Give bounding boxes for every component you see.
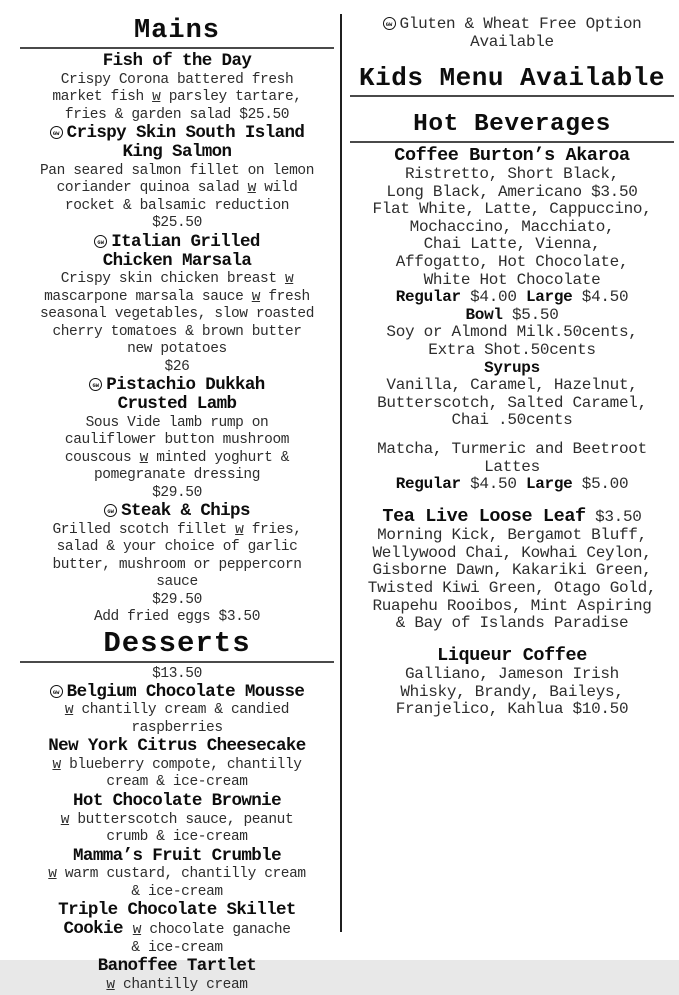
bold-text: Triple Chocolate Skillet bbox=[58, 900, 296, 921]
bold-text: Regular bbox=[395, 475, 461, 494]
text: Vanilla, Caramel, Hazelnut, bbox=[386, 376, 638, 395]
menu-row bbox=[20, 71, 334, 89]
text: new potatoes bbox=[127, 341, 227, 358]
with-abbreviation: w bbox=[52, 756, 61, 773]
menu-row bbox=[350, 580, 674, 598]
menu-row bbox=[20, 214, 334, 232]
text: w chantilly cream bbox=[106, 977, 248, 994]
menu-item bbox=[20, 792, 334, 846]
mains-section bbox=[20, 16, 334, 626]
menu-row bbox=[20, 792, 334, 811]
menu-row bbox=[350, 166, 674, 184]
menu-item bbox=[20, 901, 334, 956]
menu-row bbox=[20, 288, 334, 306]
text: cauliflower button mushroom bbox=[64, 432, 290, 449]
text: Butterscotch, Salted Caramel, bbox=[377, 393, 647, 412]
text: $4.00 bbox=[470, 288, 517, 307]
gluten-wheat-free-icon: GW bbox=[50, 685, 63, 698]
hot-beverages-section bbox=[350, 110, 674, 718]
menu-row bbox=[20, 431, 334, 449]
menu-row bbox=[350, 377, 674, 395]
text: Crispy skin chicken breast w bbox=[60, 271, 294, 288]
menu-row bbox=[20, 449, 334, 467]
menu-row bbox=[350, 146, 674, 166]
menu-item bbox=[20, 376, 334, 501]
text: mascarpone marsala sauce w fresh bbox=[44, 288, 310, 305]
text: Mochaccino, Macchiato, bbox=[409, 217, 615, 236]
menu-row bbox=[20, 538, 334, 556]
mains-heading: Mains bbox=[133, 16, 220, 46]
text: w chantilly cream & candied bbox=[64, 702, 290, 719]
text: salad & your choice of garlic bbox=[56, 539, 298, 556]
menu-row bbox=[350, 615, 674, 633]
menu-item bbox=[20, 737, 334, 791]
text: Franjelico, Kahlua $10.50 bbox=[395, 700, 629, 719]
menu-row bbox=[20, 591, 334, 609]
menu-row bbox=[20, 502, 334, 521]
menu-row bbox=[350, 184, 674, 202]
text: Gluten & Wheat Free Option bbox=[399, 15, 642, 33]
menu-row bbox=[20, 52, 334, 71]
menu-item bbox=[20, 683, 334, 737]
menu-row bbox=[20, 270, 334, 288]
bold-text: Large bbox=[525, 288, 573, 307]
text: Lattes bbox=[484, 457, 540, 476]
hot-beverages-rows bbox=[350, 146, 674, 719]
menu-row bbox=[20, 683, 334, 702]
bold-text: Crispy Skin South Island bbox=[66, 123, 305, 144]
right-column bbox=[350, 16, 674, 719]
bold-text: Hot Chocolate Brownie bbox=[73, 790, 281, 811]
menu-row bbox=[20, 719, 334, 737]
with-abbreviation: w bbox=[106, 977, 115, 994]
heading-rule bbox=[350, 95, 674, 97]
spacer bbox=[350, 494, 674, 505]
bold-text: Fish of the Day bbox=[102, 51, 252, 72]
menu-row bbox=[20, 305, 334, 323]
heading-rule bbox=[20, 661, 334, 663]
gluten-wheat-free-icon: GW bbox=[50, 126, 63, 139]
menu-row bbox=[350, 272, 674, 290]
menu-item bbox=[20, 847, 334, 901]
menu-row bbox=[350, 646, 674, 666]
bold-text: Liqueur Coffee bbox=[437, 644, 587, 666]
text: Morning Kick, Bergamot Bluff, bbox=[377, 526, 647, 545]
menu-row bbox=[20, 957, 334, 976]
text: Ristretto, Short Black, bbox=[405, 165, 619, 184]
menu-row bbox=[350, 476, 674, 494]
kids-menu-heading: Kids Menu Available bbox=[359, 63, 665, 94]
text: coriander quinoa salad w wild bbox=[56, 180, 298, 197]
menu-row bbox=[350, 412, 674, 430]
desserts-items bbox=[20, 683, 334, 994]
menu-row bbox=[350, 666, 674, 684]
menu-row bbox=[20, 376, 334, 395]
bold-text: Cookie bbox=[63, 919, 133, 940]
text: rocket & balsamic reduction bbox=[64, 197, 290, 214]
text: $26 bbox=[164, 358, 190, 375]
menu-row bbox=[350, 701, 674, 719]
menu-row bbox=[350, 527, 674, 545]
menu-row bbox=[20, 358, 334, 376]
menu-row bbox=[20, 737, 334, 756]
menu-row bbox=[20, 466, 334, 484]
with-abbreviation: w bbox=[235, 521, 244, 538]
text: Available bbox=[470, 32, 554, 51]
gluten-wheat-free-icon: GW bbox=[383, 17, 396, 30]
bold-text: Coffee Burton’s Akaroa bbox=[394, 144, 630, 166]
left-column bbox=[20, 16, 334, 995]
text: Grilled scotch fillet w fries, bbox=[52, 521, 302, 538]
menu-row bbox=[20, 233, 334, 252]
text: Galliano, Jameson Irish bbox=[405, 665, 619, 684]
menu-row bbox=[20, 143, 334, 162]
menu-row bbox=[20, 162, 334, 180]
text: w butterscotch sauce, peanut bbox=[60, 811, 294, 828]
menu-row bbox=[350, 360, 674, 378]
desserts-heading: Desserts bbox=[103, 626, 251, 660]
menu-row bbox=[350, 598, 674, 616]
menu-row bbox=[20, 847, 334, 866]
bold-text: Italian Grilled bbox=[111, 231, 260, 252]
text: Chai Latte, Vienna, bbox=[423, 235, 601, 254]
bold-text: Banoffee Tartlet bbox=[97, 956, 257, 977]
text: fries & garden salad $25.50 bbox=[64, 106, 290, 123]
text: $29.50 bbox=[152, 484, 202, 501]
text: $3.50 bbox=[595, 507, 642, 526]
menu-row bbox=[350, 507, 674, 527]
menu-row bbox=[20, 197, 334, 215]
text: $29.50 bbox=[152, 591, 202, 608]
menu-row bbox=[20, 920, 334, 939]
desserts-price-note: $13.50 bbox=[152, 665, 202, 682]
menu-row bbox=[350, 219, 674, 237]
menu-row bbox=[350, 441, 674, 459]
menu-row bbox=[350, 289, 674, 307]
menu-row bbox=[20, 701, 334, 719]
with-abbreviation: w bbox=[48, 866, 57, 883]
text: $4.50 bbox=[470, 475, 517, 494]
menu-row bbox=[20, 773, 334, 791]
text: Crispy Corona battered fresh bbox=[60, 71, 294, 88]
gluten-wheat-free-note bbox=[350, 16, 674, 51]
bold-text: Belgium Chocolate Mousse bbox=[66, 681, 305, 702]
menu-row bbox=[20, 179, 334, 197]
text: cherry tomatoes & brown butter bbox=[52, 323, 302, 340]
menu-row bbox=[350, 459, 674, 477]
menu-row bbox=[350, 236, 674, 254]
text: Twisted Kiwi Green, Otago Gold, bbox=[367, 578, 657, 597]
menu-row bbox=[20, 756, 334, 774]
menu-item bbox=[20, 124, 334, 231]
with-abbreviation: w bbox=[132, 922, 142, 939]
text: $5.50 bbox=[512, 305, 559, 324]
text: Extra Shot.50cents bbox=[428, 341, 596, 360]
bold-text: Chicken Marsala bbox=[102, 250, 252, 271]
text: $25.50 bbox=[152, 215, 202, 232]
text: Sous Vide lamb rump on bbox=[85, 414, 269, 431]
with-abbreviation: w bbox=[152, 89, 161, 106]
with-abbreviation: w bbox=[284, 271, 294, 288]
menu-item bbox=[20, 502, 334, 626]
text: White Hot Chocolate bbox=[423, 270, 601, 289]
menu-row bbox=[20, 484, 334, 502]
text: market fish w parsley tartare, bbox=[52, 89, 302, 106]
text: seasonal vegetables, slow roasted bbox=[39, 306, 315, 323]
menu-row bbox=[20, 340, 334, 358]
menu-item bbox=[20, 52, 334, 123]
mains-items bbox=[20, 52, 334, 626]
desserts-section bbox=[20, 628, 334, 994]
text: Gisborne Dawn, Kakariki Green, bbox=[372, 561, 652, 580]
menu-row bbox=[20, 811, 334, 829]
menu-item bbox=[20, 957, 334, 993]
menu-row bbox=[20, 573, 334, 591]
menu-row bbox=[350, 16, 674, 34]
column-divider-line bbox=[340, 14, 342, 932]
text: $4.50 bbox=[581, 288, 629, 307]
hot-beverages-heading: Hot Beverages bbox=[413, 111, 611, 139]
bold-text: Pistachio Dukkah bbox=[106, 375, 265, 396]
text: $5.00 bbox=[581, 475, 629, 494]
menu-row bbox=[20, 556, 334, 574]
bold-text: Steak & Chips bbox=[121, 501, 250, 522]
text: Ruapehu Rooibos, Mint Aspiring bbox=[372, 596, 652, 615]
menu-row bbox=[20, 414, 334, 432]
menu-row bbox=[20, 883, 334, 901]
menu-row bbox=[20, 106, 334, 124]
menu-row bbox=[350, 562, 674, 580]
menu-row bbox=[350, 34, 674, 52]
menu-row bbox=[350, 545, 674, 563]
heading-rule bbox=[20, 47, 334, 49]
text: Soy or Almond Milk.50cents, bbox=[386, 323, 638, 342]
gluten-wheat-free-icon: GW bbox=[94, 235, 107, 248]
menu-row bbox=[350, 254, 674, 272]
menu-row bbox=[20, 901, 334, 920]
with-abbreviation: w bbox=[64, 702, 74, 719]
menu-item bbox=[20, 233, 334, 375]
text: w warm custard, chantilly cream bbox=[48, 866, 306, 883]
bold-text: Mamma’s Fruit Crumble bbox=[73, 845, 281, 866]
menu-row bbox=[20, 124, 334, 143]
text: Affogatto, Hot Chocolate, bbox=[395, 253, 629, 272]
with-abbreviation: w bbox=[247, 180, 256, 197]
text: & ice-cream bbox=[131, 939, 223, 956]
text: Whisky, Brandy, Baileys, bbox=[400, 682, 624, 701]
text: butter, mushroom or peppercorn bbox=[52, 556, 302, 573]
menu-row bbox=[20, 252, 334, 271]
text: raspberries bbox=[131, 719, 223, 736]
menu-row bbox=[20, 521, 334, 539]
text: Matcha, Turmeric and Beetroot bbox=[377, 440, 647, 459]
bold-text: Syrups bbox=[484, 358, 540, 377]
text: Flat White, Latte, Cappuccino, bbox=[372, 200, 652, 219]
menu-row bbox=[350, 395, 674, 413]
text: crumb & ice-cream bbox=[106, 829, 248, 846]
bold-text: King Salmon bbox=[122, 142, 232, 163]
with-abbreviation: w bbox=[60, 811, 70, 828]
menu-row bbox=[20, 828, 334, 846]
text: Add fried eggs $3.50 bbox=[93, 609, 261, 626]
with-abbreviation: w bbox=[139, 449, 148, 466]
menu-row bbox=[350, 324, 674, 342]
text: Pan seared salmon fillet on lemon bbox=[39, 162, 315, 179]
menu-row bbox=[20, 608, 334, 626]
bold-text: Bowl bbox=[465, 305, 503, 324]
menu-row bbox=[20, 323, 334, 341]
menu-row bbox=[20, 865, 334, 883]
text: & Bay of Islands Paradise bbox=[395, 614, 629, 633]
menu-row bbox=[20, 976, 334, 994]
text: & ice-cream bbox=[131, 883, 223, 900]
menu-row bbox=[20, 395, 334, 414]
text: cream & ice-cream bbox=[106, 774, 248, 791]
text: pomegranate dressing bbox=[93, 467, 261, 484]
gluten-wheat-free-icon: GW bbox=[89, 378, 102, 391]
bold-text: Tea Live Loose Leaf bbox=[382, 505, 586, 527]
menu-row bbox=[350, 307, 674, 325]
menu-row bbox=[20, 939, 334, 957]
text: Chai .50cents bbox=[451, 411, 573, 430]
bold-text: New York Citrus Cheesecake bbox=[48, 736, 306, 757]
text: Long Black, Americano $3.50 bbox=[386, 182, 638, 201]
menu-row bbox=[350, 342, 674, 360]
text: w chocolate ganache bbox=[132, 922, 291, 939]
text: sauce bbox=[156, 574, 198, 591]
heading-rule bbox=[350, 141, 674, 143]
menu-row bbox=[350, 684, 674, 702]
bold-text: Crusted Lamb bbox=[117, 394, 237, 415]
text: couscous w minted yoghurt & bbox=[64, 449, 290, 466]
bold-text: Regular bbox=[395, 288, 461, 307]
gluten-wheat-free-icon: GW bbox=[104, 504, 117, 517]
menu-row bbox=[350, 201, 674, 219]
text: w blueberry compote, chantilly bbox=[52, 756, 302, 773]
bold-text: Large bbox=[525, 475, 573, 494]
text: Wellywood Chai, Kowhai Ceylon, bbox=[372, 543, 652, 562]
menu-row bbox=[20, 88, 334, 106]
with-abbreviation: w bbox=[251, 288, 261, 305]
spacer bbox=[350, 633, 674, 644]
